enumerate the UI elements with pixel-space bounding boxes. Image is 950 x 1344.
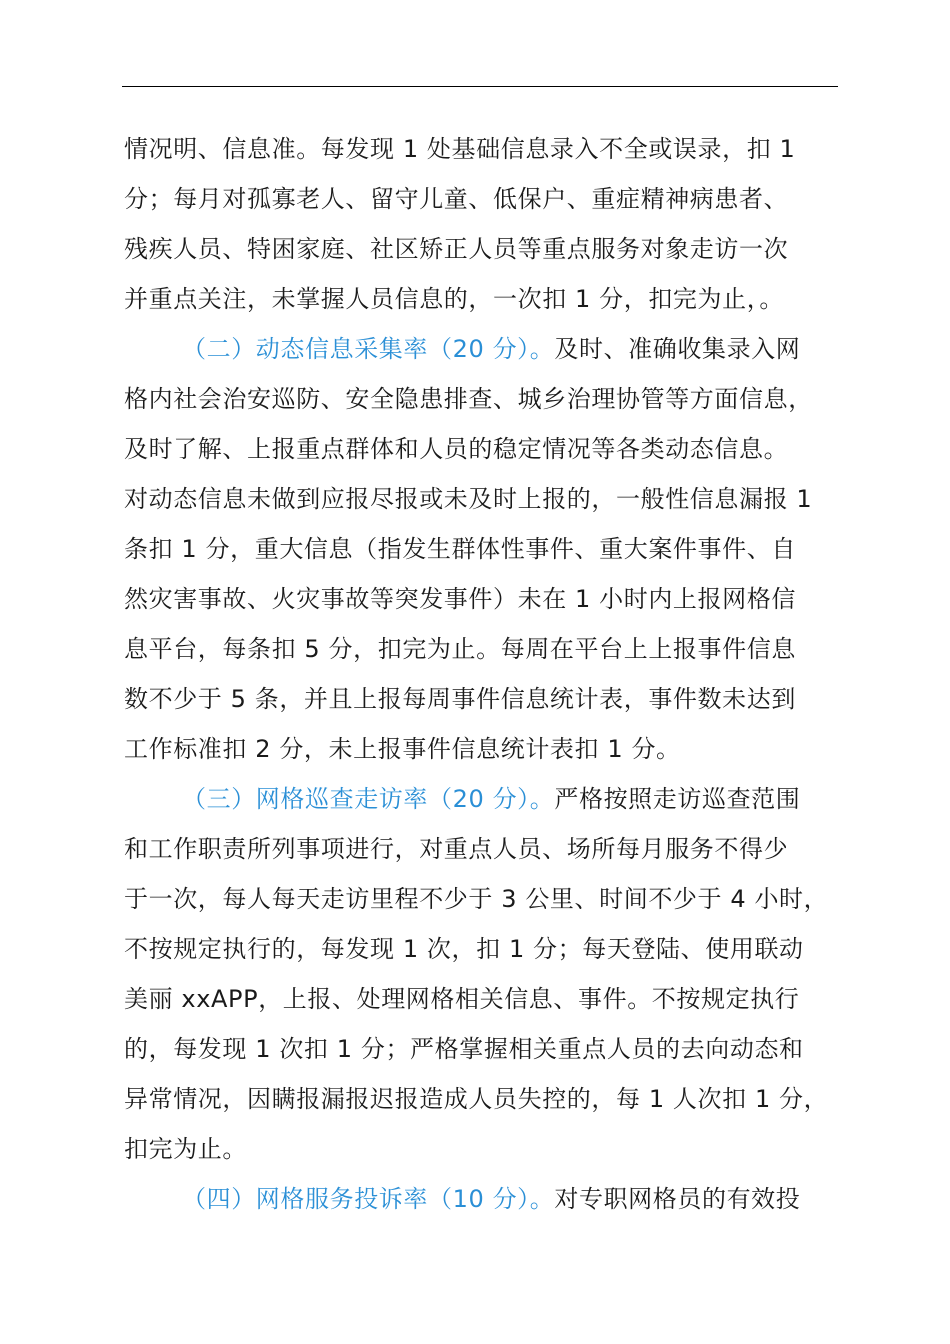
section-heading-2: （二）动态信息采集率（20 分）。 xyxy=(182,335,555,363)
text-line: 然灾害事故、火灾事故等突发事件）未在 1 小时内上报网格信 xyxy=(124,585,796,613)
section-line-4: （四）网格服务投诉率（10 分）。对专职网格员的有效投 xyxy=(182,1185,801,1213)
section-line-3: （三）网格巡查走访率（20 分）。严格按照走访巡查范围 xyxy=(182,785,801,813)
text-line: 于一次，每人每天走访里程不少于 3 公里、时间不少于 4 小时， xyxy=(124,885,829,913)
text-line: 情况明、信息准。每发现 1 处基础信息录入不全或误录，扣 1 xyxy=(124,135,796,163)
text-line: 条扣 1 分，重大信息（指发生群体性事件、重大案件事件、自 xyxy=(124,535,796,563)
text-line: 扣完为止。 xyxy=(124,1135,247,1163)
text-line: 格内社会治安巡防、安全隐患排查、城乡治理协管等方面信息， xyxy=(124,385,813,413)
text-line: 的，每发现 1 次扣 1 分；严格掌握相关重点人员的去向动态和 xyxy=(124,1035,804,1063)
text-line: 并重点关注，未掌握人员信息的，一次扣 1 分，扣完为止，。 xyxy=(124,285,784,313)
text-line: 分；每月对孤寡老人、留守儿童、低保户、重症精神病患者、 xyxy=(124,185,789,213)
text-line: 数不少于 5 条，并且上报每周事件信息统计表，事件数未达到 xyxy=(124,685,796,713)
body-text xyxy=(124,124,860,1224)
text-line: 及时了解、上报重点群体和人员的稳定情况等各类动态信息。 xyxy=(124,435,789,463)
header-rule xyxy=(122,86,838,87)
section-line-2: （二）动态信息采集率（20 分）。及时、准确收集录入网 xyxy=(182,335,801,363)
text-line: 对动态信息未做到应报尽报或未及时上报的，一般性信息漏报 1 xyxy=(124,485,813,513)
text-line: 工作标准扣 2 分，未上报事件信息统计表扣 1 分。 xyxy=(124,735,681,763)
section-heading-4: （四）网格服务投诉率（10 分）。 xyxy=(182,1185,555,1213)
section-heading-3: （三）网格巡查走访率（20 分）。 xyxy=(182,785,555,813)
text-line: 和工作职责所列事项进行，对重点人员、场所每月服务不得少 xyxy=(124,835,789,863)
text-line: 残疾人员、特困家庭、社区矫正人员等重点服务对象走访一次 xyxy=(124,235,789,263)
text-line: 美丽 xxAPP，上报、处理网格相关信息、事件。不按规定执行 xyxy=(124,985,800,1013)
text-line: 异常情况，因瞒报漏报迟报造成人员失控的，每 1 人次扣 1 分， xyxy=(124,1085,829,1113)
text-line: 不按规定执行的，每发现 1 次，扣 1 分；每天登陆、使用联动 xyxy=(124,935,804,963)
text-line: 息平台，每条扣 5 分，扣完为止。每周在平台上上报事件信息 xyxy=(124,635,796,663)
